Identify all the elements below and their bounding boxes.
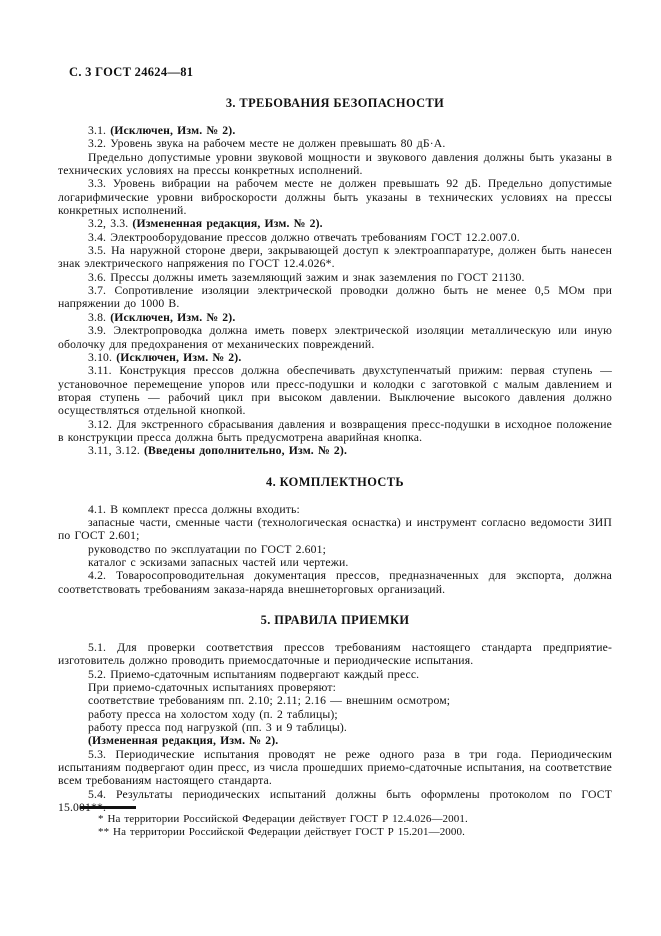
para-3-6 [58,271,612,284]
text-run: 3.7. Сопротивление изоляции электрической проводки должно быть не менее 0,5 МОм при напряжении до 1000 В. [58,284,612,311]
text-run: 3.8. [88,310,111,324]
bold-run: (Измененная редакция, Изм. № 2). [88,734,279,748]
text-run: 5.4. Результаты периодических испытаний должны быть оформлены протоколом по ГОСТ 15.001**. [58,787,612,815]
text-run: 3.11, 3.12. [88,444,144,458]
para-3-1 [58,124,612,137]
section-5-heading: 5. ПРАВИЛА ПРИЕМКИ [260,613,410,627]
bold-run: (Исключен, Изм. № 2). [116,350,242,364]
text-run: При приемо-сдаточных испытаниях проверяют: [88,681,337,695]
text-run: запасные части, сменные части (технологическая оснастка) и инструмент согласно ведомости ЗИП по ГОСТ 2.601; [58,515,612,543]
footnote-2: ** На территории Российской Федерации действует ГОСТ Р 15.201—2000. [98,826,465,839]
text-run: 3.9. Электропроводка должна иметь поверх электрической изоляции металлическую или иную оболочку для предохранения от механических повреждений. [58,324,612,351]
para-5-1 [58,641,612,668]
text-run: работу пресса на холостом ходу (п. 2 таблицы); [88,707,338,721]
footnotes-block [58,806,612,839]
bold-run: (Измененная редакция, Изм. № 2). [132,217,323,231]
text-run: 3.2. Уровень звука на рабочем месте не должен превышать 80 дБ·А. [88,137,446,151]
text-run: 5.3. Периодические испытания проводят не реже одного раза в три года. Периодическим испытаниям подвергают один пресс, из числа прошедших приемо-сдаточные испытания, на соответствие всем требованиям настоящего стандарта. [58,747,612,788]
para-3-5 [58,244,612,271]
para-3-10 [58,351,612,364]
footnote-1: * На территории Российской Федерации действует ГОСТ Р 12.4.026—2001. [98,813,468,825]
text-run: 3.6. Прессы должны иметь заземляющий зажим и знак заземления по ГОСТ 21130. [88,270,525,284]
text-run: 4.1. В комплект пресса должны входить: [88,502,300,516]
para-3-9 [58,324,612,351]
bold-run: (Исключен, Изм. № 2). [110,310,236,324]
para-4-2 [58,569,612,596]
text-run: 3.10. [88,350,117,364]
text-run: работу пресса под нагрузкой (пп. 3 и 9 таблицы). [88,721,347,735]
text-run: 3.4. Электрооборудование прессов должно отвечать требованиям ГОСТ 12.2.007.0. [88,230,520,244]
para-3-11-3-12-amendment [58,444,612,457]
bold-run: (Введены дополнительно, Изм. № 2). [143,444,348,458]
para-3-8 [58,311,612,324]
para-4-1-item-spare-parts [58,516,612,543]
text-run: 3.3. Уровень вибрации на рабочем месте не должен превышать 92 дБ. Предельно допустимые логарифмические уровни виброскорости должны быть указаны в технических условиях на прессы конкретных исполнений. [58,177,612,218]
text-run: 5.1. Для проверки соответствия прессов требованиям настоящего стандарта предприятие-изготовитель должно проводить приемосдаточные и периодические испытания. [58,641,612,668]
para-5-2 [58,668,612,681]
text-run: 3.5. На наружной стороне двери, закрывающей доступ к электроаппаратуре, должен быть нанесен знак электрического напряжения по ГОСТ 12.4.026*. [58,244,612,271]
para-3-7 [58,284,612,311]
para-5-2-item-visual [58,694,612,707]
para-3-12 [58,418,612,445]
para-5-3 [58,748,612,788]
text-run: руководство по эксплуатации по ГОСТ 2.601; [88,542,327,556]
para-4-1 [58,503,612,516]
para-3-11 [58,364,612,417]
para-3-3 [58,177,612,217]
page-header: С. 3 ГОСТ 24624—81 [69,65,194,79]
section-4-heading: 4. КОМПЛЕКТНОСТЬ [265,474,404,489]
para-5-2-item-load [58,721,612,734]
section-acceptance-rules [58,613,612,814]
para-5-2-intro [58,681,612,694]
para-3-2-note [58,151,612,178]
para-3-2 [58,137,612,150]
footnote-divider [80,806,136,809]
text-run: Предельно допустимые уровни звуковой мощности и звукового давления должны быть указаны в технических условиях на прессы конкретных исполнений. [58,150,612,178]
para-3-2-3-3-amendment [58,217,612,230]
section-completeness [58,475,612,596]
text-run: каталог с эскизами запасных частей или чертежи. [88,555,349,569]
para-3-4 [58,231,612,244]
text-run: 3.2, 3.3. [88,217,133,231]
text-run: 4.2. Товаросопроводительная документация прессов, предназначенных для экспорта, должна соответствовать требованиям заказа-наряда внешнеторговых организаций. [58,569,612,596]
text-run: 3.11. Конструкция прессов должна обеспечивать двухступенчатый прижим: первая ступень — установочное перемещение упоров или пресс-подушки и колодки с заготовкой с малым давлением и вторая ступень — рабочий цикл при высоком давлении. Выключение высокого давления должно осуществляться отдельной кнопкой. [58,364,612,418]
para-4-1-item-catalog [58,556,612,569]
para-5-2-item-idle [58,708,612,721]
para-4-1-item-manual [58,543,612,556]
text-run: 5.2. Приемо-сдаточным испытаниям подвергают каждый пресс. [88,667,420,681]
bold-run: (Исключен, Изм. № 2). [110,124,236,137]
text-run: 3.1. [88,124,111,137]
section-safety-requirements [58,96,612,458]
text-run: соответствие требованиям пп. 2.10; 2.11; 2.16 — внешним осмотром; [88,694,451,708]
para-5-2-amendment [58,734,612,747]
text-run: 3.12. Для экстренного сбрасывания давления и возвращения пресс-подушки в исходное положение в конструкции пресса должна быть предусмотрена аварийная кнопка. [58,417,612,444]
section-3-heading: 3. ТРЕБОВАНИЯ БЕЗОПАСНОСТИ [225,96,445,110]
